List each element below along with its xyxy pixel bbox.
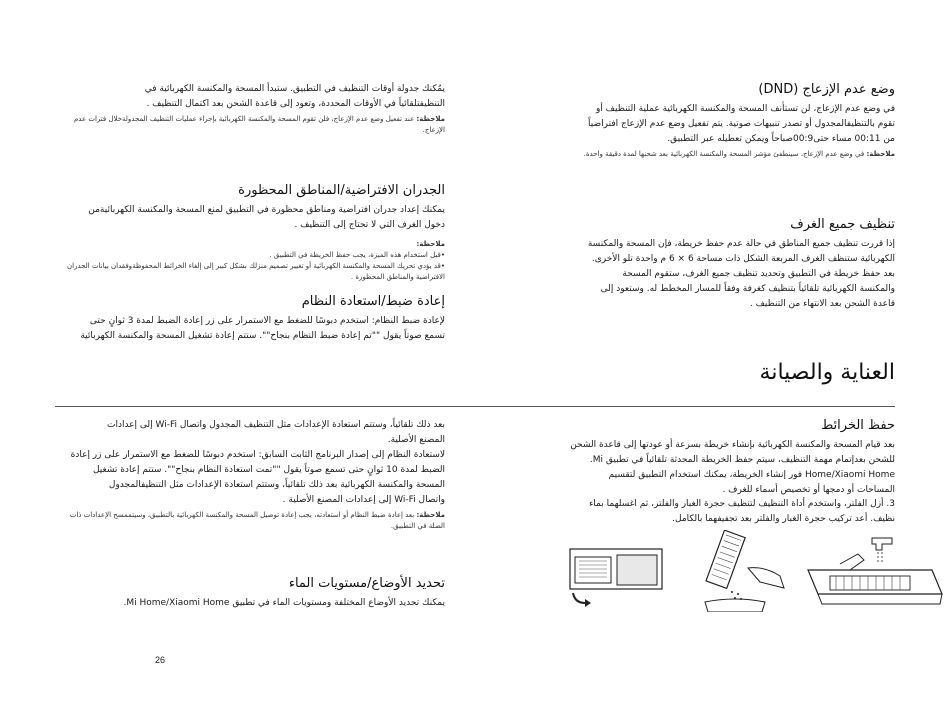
walls-section [55, 183, 445, 283]
filter-section [560, 497, 895, 527]
care-maintenance-heading [575, 360, 895, 385]
restore-note-text: بعد إعادة ضبط النظام أو استعادته، يجب إعادة توصيل المسحة والمكنسة الكهربائية بالتطبيق، وسيتممسح الإعدادات ذات الصلة في التطبيق. [69, 511, 445, 530]
note-label: ملاحظة: [416, 240, 445, 248]
restore-section [55, 418, 445, 532]
map-title: حفظ الخرائط [821, 418, 895, 433]
schedule-note-text: عند تفعيل وضع عدم الإزعاج، فلن تقوم المسحة والمكنسة الكهربائية بإجراء عمليات التنظيف المجدولةخلال فترات عدم الإزعاج. [73, 115, 445, 134]
dnd-note-text: في وضع عدم الإزعاج، سينطفئ مؤشر المسحة والمكنسة الكهربائية بعد شحنها لمدة دقيقة واحدة. [583, 150, 865, 158]
clean-all-section [575, 217, 895, 312]
modes-section [55, 576, 445, 611]
walls-line-1: يمكنك إعداد جدران افتراضية ومناطق محظورة في التطبيق لمنع المسحة والمكنسة الكهربائيةمن [88, 205, 445, 215]
dnd-line-3: من 00:11 مساء حتى00:9صباحاً ويمكن تعطيله عبر التطبيق. [667, 134, 895, 144]
reset-title: إعادة ضبط/استعادة النظام [301, 294, 445, 309]
modes-title: تحديد الأوضاع/مستويات الماء [288, 576, 445, 591]
clean-all-line-1: إذا قررت تنظيف جميع المناطق في حالة عدم حفظ خريطة، فإن المسحة والمكنسة [587, 239, 895, 249]
walls-note-label [55, 239, 445, 250]
walls-bullet-1: •قبل استخدام هذه الميزة، يجب حفظ الخريطة في التطبيق . [269, 251, 445, 259]
clean-all-title: تنظيف جميع الغرف [790, 217, 895, 232]
reset-line-1: لإعادة ضبط النظام: استخدم دبوسًا للضغط مع الاستمرار على زر إعادة الضبط لمدة 3 ثوانٍ حتى [89, 316, 445, 326]
section-title: العناية والصيانة [759, 360, 895, 385]
map-section [560, 418, 895, 498]
map-line-1: بعد قيام المسحة والمكنسة الكهربائية بإنشاء خريطة بسرعة أو عودتها إلى قاعدة الشحن [570, 440, 895, 450]
walls-bullet-2: •قد يؤدي تحريك المسحة والمكنسة الكهربائية أو تغيير تصميم منزلك بشكل كبير إلى إلغاء الخرائط المحفوظةوفقدان بيانات الجدران الافتراضية والمناطق المحظورة . [66, 262, 445, 281]
map-line-2: للشحن بعدإتمام مهمة التنظيف، سيتم حفظ الخريطة المحدثة تلقائياً في تطبيق Mi. [589, 455, 895, 465]
filter-cleaning-illustration [680, 530, 795, 612]
filter-washing-illustration [800, 530, 948, 612]
map-line-4: المساحات أو دمجها أو تخصيص أسماء للغرف . [722, 485, 895, 495]
dnd-note [575, 149, 895, 160]
restore-line-4: الضبط لمدة 10 ثوانٍ حتى تسمع صوتاً يقول ""تمت استعادة النظام بنجاح"". ستتم إعادة تشغيل [92, 465, 445, 475]
note-label: ملاحظة: [866, 150, 895, 158]
page-number: 26 [155, 655, 166, 665]
modes-body: يمكنك تحديد الأوضاع المختلفة ومستويات الماء في تطبيق Mi Home/Xiaomi Home. [123, 598, 445, 608]
restore-line-6: واتصال Wi-Fi إلى إعدادات المصنع الأصلية . [282, 495, 445, 505]
dustbin-removal-illustration [565, 545, 670, 607]
restore-line-5: المسحة والمكنسة الكهربائية بعد ذلك تلقائياً، وستتم استعادة الإعدادات مثل التنظيفالمجدول [108, 480, 445, 490]
filter-line-2: نظيف. أعد تركيب حجرة الغبار والفلتر بعد تجفيفهما بالكامل. [672, 514, 895, 524]
reset-section [55, 294, 445, 344]
section-divider [55, 406, 895, 407]
dnd-section [575, 82, 895, 160]
schedule-section [55, 82, 445, 136]
schedule-note [55, 114, 445, 136]
map-line-3: Home/Xiaomi Home فور إنشاء الخريطة، يمكنك استخدام التطبيق لتقسيم [608, 470, 895, 480]
clean-all-line-2: الكهربائية ستنظف الغرف المربعة الشكل ذات مساحة 6 × 6 م واحدة تلو الأخرى. [591, 254, 895, 264]
reset-line-2: تسمع صوتاً يقول ""تم إعادة ضبط النظام بنجاح"". ستتم إعادة تشغيل المسحة والمكنسة الكهربائية [80, 331, 445, 341]
walls-line-2: دخول الغرف التي لا تحتاج إلى التنظيف . [294, 220, 445, 230]
filter-line-1: 3. أزل الفلتر، واستخدم أداة التنظيف لتنظيف حجرة الغبار والفلتر، ثم اغسلهما بماء [589, 499, 895, 509]
dnd-line-1: في وضع عدم الإزعاج، لن تستأنف المسحة والمكنسة الكهربائية عملية التنظيف أو [595, 104, 895, 114]
dnd-title: وضع عدم الإزعاج (DND) [758, 82, 895, 97]
schedule-line-1: يمُكنك جدولة أوقات التنظيف في التطبيق. ستبدأ المسحة والمكنسة الكهربائية في [144, 84, 445, 94]
restore-line-2: المصنع الأصلية. [387, 435, 445, 445]
clean-all-line-3: بعد حفظ خريطة في التطبيق وتحديد تنظيف جميع الغرف، ستقوم المسحة [622, 269, 895, 279]
restore-line-1: بعد ذلك تلقائياً، وستتم استعادة الإعدادات مثل التنظيف المجدول واتصال Wi-Fi إلى إعدادات [106, 420, 445, 430]
clean-all-line-4: والمكنسة الكهربائية تلقائياً بتنظيف كغرفة وفقاً للمسار المخطط له. وستعود إلى [600, 284, 895, 294]
note-label: ملاحظة: [416, 115, 445, 123]
dnd-line-2: تقوم بالتنظيفالمجدول أو تصدر تنبيهات صوتية. يتم تفعيل وضع عدم الإزعاج افتراضياً [588, 119, 895, 129]
note-label: ملاحظة: [416, 511, 445, 519]
schedule-line-2: التنظيفتلقائياً في الأوقات المحددة، وتعود إلى قاعدة الشحن بعد اكتمال التنظيف . [146, 99, 445, 109]
walls-title: الجدران الافتراضية/المناطق المحظورة [238, 183, 445, 198]
restore-line-3: لاستعادة النظام إلى إصدار البرنامج الثابت السابق: استخدم دبوسًا للضغط مع الاستمرار على زر إعادة [70, 450, 445, 460]
clean-all-line-5: قاعدة الشحن بعد الانتهاء من التنظيف . [749, 299, 895, 309]
restore-note [55, 510, 445, 532]
